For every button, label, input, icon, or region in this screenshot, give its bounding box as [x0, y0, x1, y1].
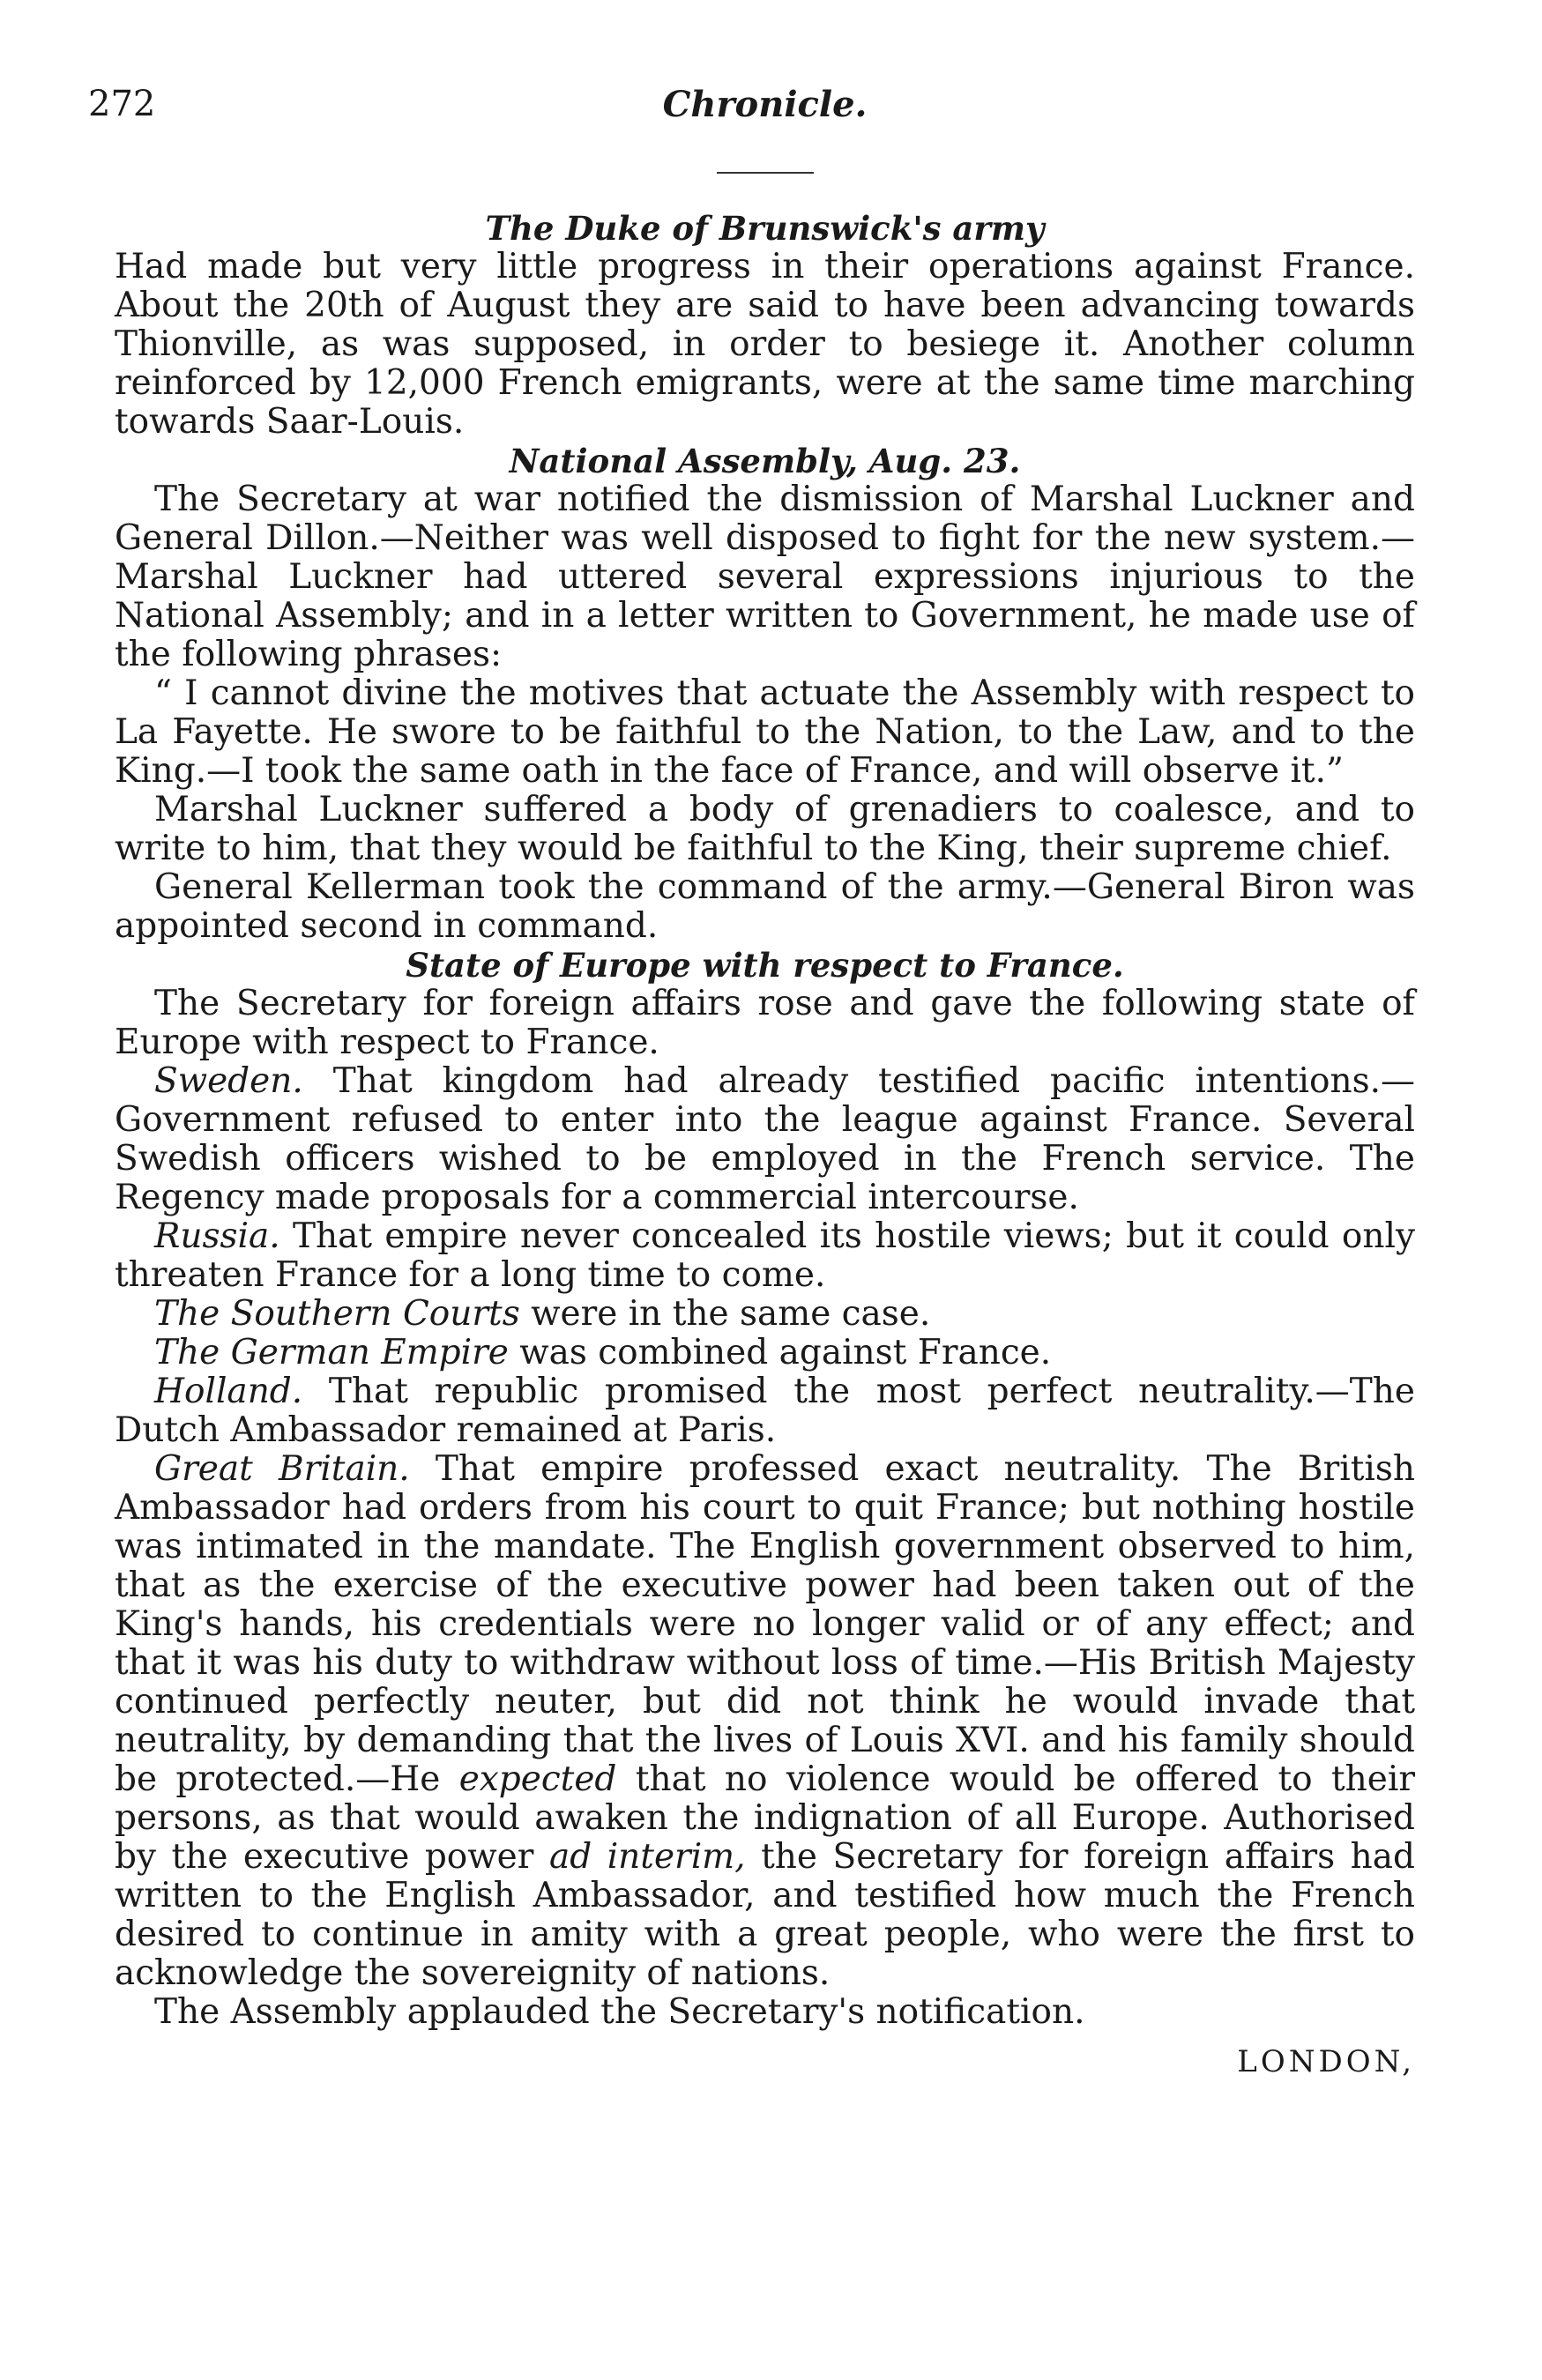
document-page [88, 84, 1416, 2079]
paragraph-brunswick: Had made but very little progress in their operations against France. About the 20th of August they are said to have been advancing towards Thionville, as was supposed, in order to besiege it. Another column reinforced by 12,000 French emigrants, were at the same time marching towards Saar-Louis. [115, 247, 1415, 442]
britain-ad-interim: ad interim, [548, 1837, 746, 1877]
country-text-russia: That empire never concealed its hostile views; but it could only threaten France for a long time to come. [115, 1216, 1415, 1295]
country-label-great-britain: Great Britain. [154, 1449, 410, 1489]
paragraph-kellerman: General Kellerman took the command of the army.—General Biron was appointed second in command. [115, 867, 1415, 946]
paragraph-german-empire [115, 1334, 1415, 1372]
country-label-holland: Holland. [154, 1372, 303, 1411]
catchword: LONDON, [1237, 2044, 1415, 2079]
country-text-german-empire: was combined against France. [519, 1333, 1052, 1372]
country-text-sweden: That kingdom had already testified pacific intentions.—Government refused to enter into the league against France. Several Swedish officers wished to be employed in the French service. The Regency made proposals for a commercial intercourse. [115, 1061, 1415, 1217]
britain-text-part-a: That empire professed exact neutrality. The British Ambassador had orders from his court to quit France; but nothing hostile was intimated in the mandate. The English government observed to him, that as the exercise of the executive power had been taken out of the King's hands, his credentials were no longer valid or of any effect; and that it was his duty to withdraw without loss of time.—His British Majesty continued perfectly neuter, but did not think he would invade that neutrality, by demanding that the lives of Louis XVI. and his family should be protected.—He [115, 1449, 1415, 1799]
country-label-southern-courts: The Southern Courts [154, 1294, 520, 1334]
running-title: Chronicle. [662, 84, 868, 125]
country-label-sweden: Sweden. [154, 1061, 303, 1101]
country-label-russia: Russia. [154, 1216, 280, 1256]
paragraph-luckner-quote: “ I cannot divine the motives that actuate the Assembly with respect to La Fayette. He swore to be faithful to the Nation, to the Law, and to the King.—I took the same oath in the face of France, and will observe it.” [115, 673, 1415, 791]
paragraph-closing: The Assembly applauded the Secretary's notification. [154, 1992, 1085, 2032]
paragraph-grenadiers: Marshal Luckner suffered a body of grenadiers to coalesce, and to write to him, that they would be faithful to the King, their supreme chief. [115, 790, 1415, 868]
paragraph-russia [115, 1217, 1415, 1295]
header-rule [717, 172, 814, 174]
page-number: 272 [88, 84, 156, 124]
britain-text-part-c: the Secretary for foreign affairs had written to the English Ambassador, and testified how much the French desired to continue in amity with a great people, who were the first to acknowledge the sovereignity of nations. [115, 1837, 1416, 1993]
running-head [88, 84, 1415, 137]
section-heading-national-assembly: National Assembly, Aug. 23. [509, 442, 1021, 480]
britain-text-part-b: that no violence would be offered to their persons, as that would awaken the indignation of all Europe. Authorised by the executive power [115, 1759, 1415, 1877]
paragraph-europe-intro: The Secretary for foreign affairs rose and gave the following state of Europe with respect to France. [115, 984, 1415, 1062]
paragraph-holland [115, 1372, 1415, 1450]
section-heading-brunswick: The Duke of Brunswick's army [485, 209, 1045, 248]
paragraph-southern-courts [115, 1295, 1415, 1334]
country-label-german-empire: The German Empire [154, 1333, 509, 1372]
paragraph-assembly-dismission: The Secretary at war notified the dismission of Marshal Luckner and General Dillon.—Neither was well disposed to fight for the new system.—Marshal Luckner had uttered several expressions injurious to the National Assembly; and in a letter written to Government, he made use of the following phrases: [115, 480, 1415, 674]
country-text-holland: That republic promised the most perfect neutrality.—The Dutch Ambassador remained at Paris. [115, 1372, 1415, 1450]
country-text-southern-courts: were in the same case. [531, 1294, 931, 1334]
section-heading-state-of-europe: State of Europe with respect to France. [406, 946, 1124, 985]
paragraph-sweden [115, 1062, 1415, 1217]
britain-expected-word: expected [458, 1759, 617, 1799]
paragraph-great-britain [115, 1450, 1415, 1993]
